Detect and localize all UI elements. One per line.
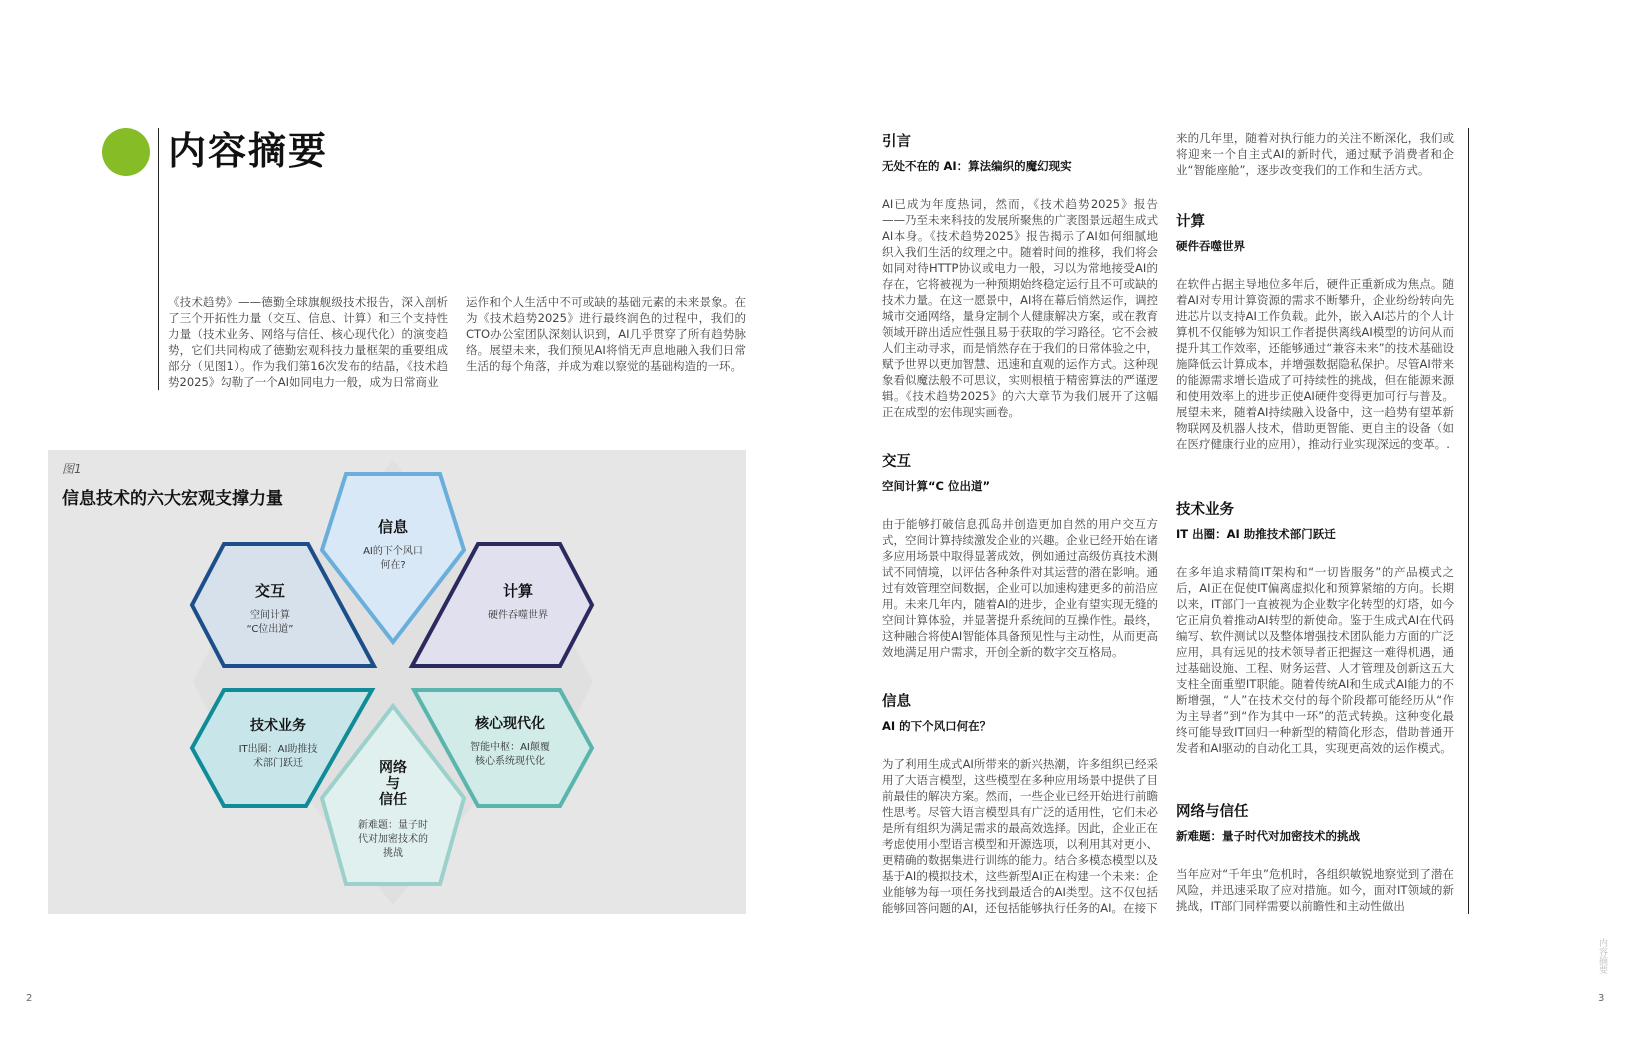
info-body: 为了利用生成式AI所带来的新兴热潮，许多组织已经采用了大语言模型，这些模型在多种应用场景中提供了目前最佳的解决方案。然而，一些企业已经开始进行前瞻性思考。尽管大语言模型具有广泛的适用性，它们未必是所有组织为满足需求的最高效选择。因此，企业正在考虑使用小型语言模型和开源选项，以利用其对更小、更精确的数据集进行训练的能力。结合多模态模型以及基于AI的模拟技术，这些新型AI正在构建一个未来：企业能够为每一项任务找到最适合的AI类型。这不仅包括能够回答问题的AI，还包括能够执行任务的AI。在接下 [882, 757, 1158, 915]
continued-body: 来的几年里，随着对执行能力的关注不断深化，我们或将迎来一个自主式AI的新时代，通过赋予消费者和企业“智能座舱”，逐步改变我们的工作和生活方式。 [1176, 131, 1454, 177]
hex-cyber-trust-title-1: 网络 [379, 760, 407, 776]
info-subheading: AI 的下个风口何在？ [882, 719, 992, 733]
intro-column-1: 《技术趋势》——德勤全球旗舰级技术报告，深入剖析了三个开拓性力量（交互、信息、计算）和三个支持性力量（技术业务、网络与信任、核心现代化）的演变趋势，它们共同构成了德勤宏观科技力量框架的重要组成部分（见图1）。作为我们第16次发布的结晶，《技术趋势2025》勾勒了一个AI如同电力一般，成为日常商业 [168, 295, 448, 389]
hex-core-modernization-title: 核心现代化 [475, 716, 545, 732]
hex-cyber-trust-desc-3: 挑战 [383, 848, 403, 859]
hex-tech-business-desc-2: 术部门跃迁 [253, 758, 303, 769]
compute-body: 在软件占据主导地位多年后，硬件正重新成为焦点。随着AI对专用计算资源的需求不断攀升，企业纷纷转向先进芯片以支持AI工作负载。此外，嵌入AI芯片的个人计算机不仅能够为知识工作者提供离线AI模型的访问从而提升其工作效率，还能够通过“兼容未来”的技术基础设施降低云计算成本，并增强数据隐私保护。尽管AI带来的能源需求增长造成了可持续性的挑战，但在能源来源和使用效率上的进步正使AI硬件变得更加可行与普及。展望未来，随着AI持续融入设备中，这一趋势有望革新物联网及机器人技术，借助更智能、更自主的设备（如在医疗健康行业的应用），推动行业实现深远的变革。. [1176, 277, 1454, 451]
info-heading: 信息 [882, 694, 911, 710]
hex-info-desc-2: 何在? [380, 560, 406, 571]
hex-info-desc-1: AI的下个风口 [363, 546, 423, 557]
compute-heading: 计算 [1176, 214, 1205, 230]
intro-body: AI已成为年度热词，然而，《技术趋势2025》报告——乃至未来科技的发展所聚焦的广袤图景远超生成式AI本身。《技术趋势2025》报告揭示了AI如何细腻地织入我们生活的纹理之中。随着时间的推移，我们将会如同对待HTTP协议或电力一般，习以为常地接受AI的存在，它将被视为一种预期始终稳定运行且不可或缺的技术力量。在这一愿景中，AI将在幕后悄然运作，调控城市交通网络，量身定制个人健康解决方案，或在教育领域开辟出适应性强且易于获取的学习路径。它不会被人们主动寻求，而是悄然存在于我们的日常体验之中，赋予世界以更加智慧、迅速和直观的运作方式。这种现象看似魔法般不可思议，实则根植于精密算法的严谨逻辑。《技术趋势2025》的六大章节为我们展开了这幅正在成型的宏伟现实画卷。 [882, 197, 1158, 419]
six-forces-diagram [48, 450, 746, 914]
techbiz-heading: 技术业务 [1176, 502, 1234, 518]
interaction-subheading: 空间计算“C 位出道” [882, 479, 991, 493]
hex-interaction-desc-2: “C位出道” [246, 624, 294, 635]
hex-compute-title: 计算 [502, 582, 534, 600]
trust-subheading: 新难题：量子时代对加密技术的挑战 [1176, 829, 1360, 843]
compute-subheading: 硬件吞噬世界 [1176, 239, 1245, 253]
figure-label: 图1 [62, 462, 82, 476]
hex-cyber-trust-title-2: 与 [386, 776, 400, 792]
interaction-heading: 交互 [882, 454, 911, 470]
green-dot-icon [102, 128, 150, 176]
techbiz-subheading: IT 出圈：AI 助推技术部门跃迁 [1176, 527, 1336, 541]
techbiz-body: 在多年追求精简IT架构和“一切皆服务”的产品模式之后，AI正在促使IT偏离虚拟化和预算紧缩的方向。长期以来，IT部门一直被视为企业数字化转型的灯塔，如今它正肩负着推动AI转型的新使命。鉴于生成式AI在代码编写、软件测试以及整体增强技术团队能力方面的广泛应用，具有远见的技术领导者正把握这一难得机遇，通过基础设施、工程、财务运营、人才管理及创新这五大支柱全面重塑IT职能。随着传统AI和生成式AI能力的不断增强，“人”在技术交付的每个阶段都可能经历从“作为主导者”到“作为其中一环”的范式转换。这种变化最终可能导致IT回归一种新型的精简化形态，借助普通开发者和AI驱动的自动化工具，实现更高效的运作模式。 [1176, 565, 1454, 755]
hex-interaction-desc-1: 空间计算 [250, 610, 290, 621]
page-title: 内容摘要 [168, 129, 329, 173]
hex-compute-desc-1: 硬件吞噬世界 [488, 610, 548, 621]
hex-core-modernization-desc-1: 智能中枢：AI颠覆 [470, 742, 550, 753]
page-number-right: 3 [1598, 993, 1605, 1004]
hex-interaction-title: 交互 [254, 582, 286, 600]
hex-tech-business-title: 技术业务 [250, 718, 306, 734]
intro-column-2: 运作和个人生活中不可或缺的基础元素的未来景象。在为《技术趋势2025》进行最终润色的过程中，我们的CTO办公室团队深刻认识到，AI几乎贯穿了所有趋势脉络。展望未来，我们预见AI将悄无声息地融入我们日常生活的每个角落，并成为难以察觉的基础构造的一环。 [466, 295, 746, 373]
hex-info-title: 信息 [377, 518, 409, 536]
interaction-body: 由于能够打破信息孤岛并创造更加自然的用户交互方式，空间计算持续激发企业的兴趣。企业已经开始在诸多应用场景中取得显著成效，例如通过高级仿真技术测试不同情境，以评估各种条件对其运营的潜在影响。通过有效管理空间数据，企业可以加速构建更多的前沿应用。未来几年内，随着AI的进步，企业有望实现无缝的空间计算体验，并显著提升系统间的互操作性。最终，这种融合将使AI智能体具备预见性与主动性，从而更高效地满足用户需求，开创全新的数字交互格局。 [882, 517, 1158, 659]
page-number-left: 2 [26, 993, 33, 1004]
trust-heading: 网络与信任 [1176, 804, 1249, 820]
trust-body: 当年应对“千年虫”危机时，各组织敏锐地察觉到了潜在风险，并迅速采取了应对措施。如今，面对IT领域的新挑战，IT部门同样需要以前瞻性和主动性做出 [1176, 867, 1454, 913]
hex-cyber-trust-title-3: 信任 [379, 792, 407, 808]
intro-subheading: 无处不在的 AI：算法编织的魔幻现实 [882, 159, 1072, 173]
title-rule [158, 128, 159, 390]
right-column-rule [1468, 128, 1469, 914]
figure-title: 信息技术的六大宏观支撑力量 [62, 489, 283, 509]
hex-tech-business-desc-1: IT出圈：AI助推技 [238, 744, 318, 755]
intro-heading: 引言 [882, 134, 911, 150]
hex-core-modernization-desc-2: 核心系统现代化 [475, 756, 545, 767]
side-section-tag: 内容摘要 [1597, 938, 1607, 974]
hex-cyber-trust-desc-2: 代对加密技术的 [358, 834, 428, 845]
hex-cyber-trust-desc-1: 新难题：量子时 [358, 820, 428, 831]
